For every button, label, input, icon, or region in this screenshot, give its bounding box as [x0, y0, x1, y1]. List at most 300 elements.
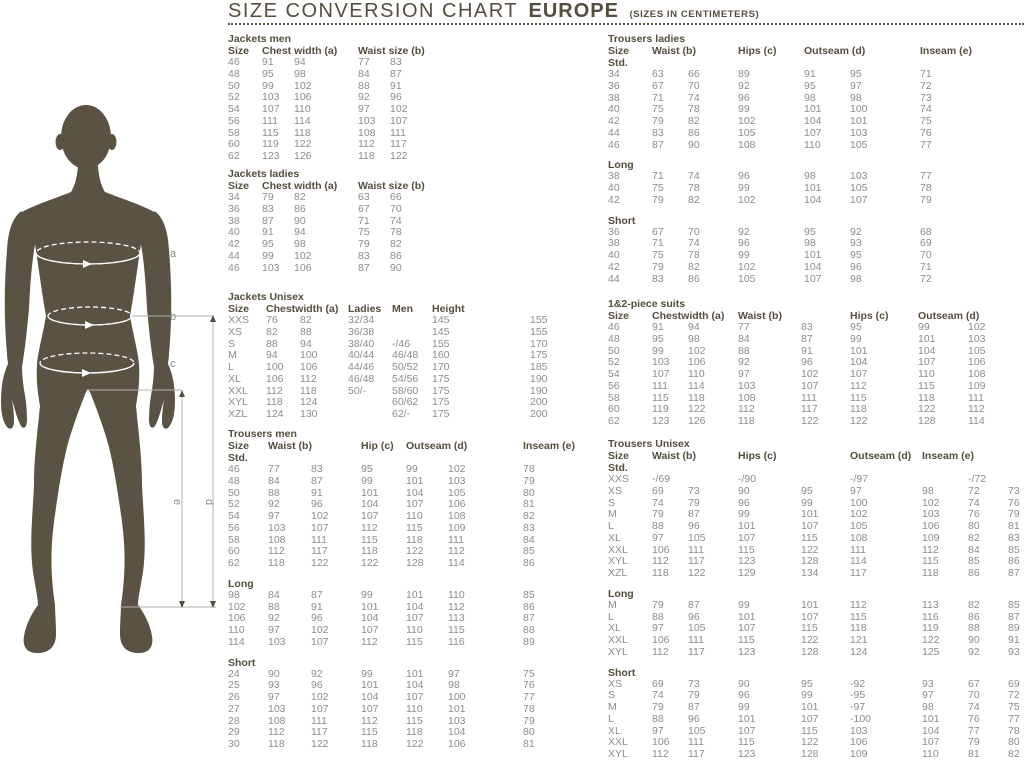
table-cell: 78	[390, 226, 402, 239]
table-cell: 46	[608, 138, 620, 151]
table-cell: 175	[432, 384, 450, 397]
table-cell: 175	[432, 372, 450, 385]
table-row	[608, 486, 1020, 498]
table-cell: 106	[228, 612, 246, 625]
table-cell: 101	[406, 474, 424, 487]
table-cell: XXL	[608, 634, 628, 646]
table-cell: 102	[294, 79, 312, 92]
table-cell: 70	[688, 225, 700, 238]
table-cell: 38	[608, 91, 620, 104]
table-row	[228, 327, 548, 339]
table-cell: 107	[311, 702, 329, 715]
table-cell: 71	[920, 68, 932, 80]
table-cell: 87	[801, 332, 813, 345]
table-cell: 107	[850, 368, 868, 380]
table-cell: 88	[523, 624, 535, 636]
table-cell: 122	[922, 634, 940, 646]
table-cell: 122	[294, 138, 312, 151]
table-cell: 83	[311, 463, 323, 475]
table-cell: 122	[918, 403, 936, 416]
table-cell: 108	[850, 531, 868, 544]
table-cell: M	[608, 598, 617, 611]
table-cell: 103	[268, 635, 286, 648]
table-cell: 123	[738, 555, 756, 568]
table-cell: 103	[850, 126, 868, 139]
table-cell: 104	[406, 600, 424, 613]
table-cell: 185	[530, 361, 548, 373]
table-cell: 74	[688, 170, 700, 183]
table-title: Trousers men	[228, 428, 297, 440]
table-cell: 102	[850, 508, 868, 521]
table-cell: 111	[311, 533, 327, 546]
table-cell: 66	[688, 68, 700, 80]
column-header: Waist (b)	[738, 310, 782, 322]
table-cell: 117	[688, 555, 705, 568]
table-cell: 122	[801, 634, 819, 646]
table-cell: 160	[432, 349, 450, 362]
table-cell: -/69	[652, 473, 671, 485]
table-cell: -97	[850, 701, 866, 713]
table-title: Trousers ladies	[608, 33, 686, 45]
table-cell: 28	[228, 714, 240, 727]
table-cell: 86	[523, 600, 535, 613]
table-cell: 92	[738, 79, 750, 92]
table-cell: 118	[294, 126, 311, 139]
table-cell	[688, 474, 738, 486]
table-cell: 98	[922, 701, 934, 713]
table-row	[608, 262, 972, 274]
table-cell: 87	[1008, 567, 1020, 579]
table-cell: 118	[300, 384, 317, 397]
table-cell: 71	[652, 91, 664, 104]
table-jackets-ladies	[228, 168, 425, 274]
table-cell: 107	[850, 193, 868, 206]
table-cell: 44/46	[348, 361, 375, 373]
page-title-region: EUROPE	[528, 0, 619, 22]
table-cell: 112	[361, 635, 378, 648]
table-cell: 108	[268, 714, 286, 727]
table-cell: 101	[801, 701, 819, 713]
table-cell: 46	[228, 56, 240, 68]
table-cell: XS	[228, 325, 243, 338]
table-cell: 103	[268, 702, 286, 715]
table-cell: 106	[294, 91, 312, 104]
table-row	[228, 637, 575, 649]
table-cell: 77	[738, 321, 750, 333]
table-cell: 88	[358, 79, 370, 92]
table-cell: 105	[850, 520, 868, 532]
table-cell: 112	[652, 645, 669, 658]
table-cell: 104	[804, 115, 822, 127]
table-cell: 97	[652, 531, 664, 544]
table-title: Jackets ladies	[228, 168, 300, 180]
table-cell: 113	[448, 612, 465, 625]
table-row	[228, 374, 548, 386]
table-cell: 91	[652, 321, 664, 333]
table-cell: 118	[406, 726, 423, 739]
table-cell: 155	[530, 314, 548, 326]
table-cell: 86	[294, 202, 306, 215]
table-cell: M	[228, 349, 237, 362]
table-cell: XYL	[608, 645, 628, 658]
table-cell: 122	[801, 543, 819, 556]
table-cell: 122	[688, 567, 706, 579]
table-cell: XL	[608, 622, 621, 635]
section-label: Std.	[608, 57, 628, 69]
table-cell: 82	[968, 531, 980, 544]
table-cell: 104	[361, 691, 379, 703]
table-cell: 84	[268, 588, 280, 601]
column-header: Ladies	[348, 303, 382, 315]
table-cell: 103	[262, 91, 280, 104]
table-cell: 110	[406, 624, 423, 636]
table-cell: 104	[361, 612, 379, 625]
table-cell: 72	[968, 484, 980, 497]
table-row	[608, 274, 972, 286]
table-row	[228, 104, 425, 116]
table-cell: XYL	[228, 396, 248, 409]
measure-label-a: a	[170, 248, 177, 260]
table-cell: 77	[968, 724, 980, 737]
table-cell: 115	[801, 622, 818, 635]
table-row	[608, 322, 986, 334]
table-cell: 107	[311, 635, 329, 648]
table-cell: 112	[448, 545, 465, 558]
table-cell: 40	[228, 226, 240, 239]
table-cell: 100	[266, 361, 284, 373]
table-cell: 118	[361, 545, 378, 558]
table-cell: 122	[801, 736, 819, 749]
table-cell: 95	[801, 677, 813, 690]
table-cell: 101	[850, 115, 868, 127]
table-cell: 114	[850, 555, 867, 568]
table-cell: 155	[432, 337, 450, 350]
table-cell: 111	[801, 391, 817, 404]
table-cell: 104	[804, 260, 822, 273]
table-cell: 79	[652, 115, 664, 127]
table-cell: 58/60	[392, 384, 419, 397]
table-cell: 36	[608, 225, 620, 238]
table-cell: 107	[406, 612, 424, 625]
table-cell: L	[228, 361, 234, 373]
table-cell: 86	[390, 249, 402, 262]
table-row	[608, 416, 986, 428]
table-cell: 81	[523, 738, 535, 750]
table-cell: 81	[968, 748, 980, 760]
table-cell: 88	[652, 520, 664, 532]
table-cell: 111	[311, 714, 327, 727]
table-row	[228, 57, 425, 69]
table-cell: 98	[294, 238, 306, 250]
table-cell: S	[228, 337, 236, 350]
table-cell: 114	[294, 114, 311, 127]
table-cell: 175	[432, 408, 450, 420]
table-cell: 99	[850, 332, 862, 345]
table-row	[228, 263, 425, 275]
table-row	[228, 464, 575, 476]
table-cell: 58	[228, 533, 240, 546]
table-cell: 103	[922, 508, 940, 521]
table-cell: 97	[358, 103, 370, 115]
table-cell: 103	[448, 714, 466, 727]
table-cell: 90	[688, 138, 700, 151]
table-cell: 102	[311, 691, 329, 703]
table-cell: 105	[738, 272, 756, 285]
table-cell: 92	[268, 498, 280, 511]
table-cell: 82	[523, 510, 535, 522]
table-cell: 109	[922, 531, 940, 544]
table-cell: 97	[652, 622, 664, 635]
table-row	[228, 739, 575, 751]
table-cell: 83	[1008, 531, 1020, 544]
table-cell: 76	[968, 712, 980, 725]
table-cell: 90	[390, 261, 402, 274]
table-cell: 76	[523, 679, 535, 692]
table-cell: 91	[801, 344, 813, 357]
table-cell: XL	[228, 372, 241, 385]
table-cell: 114	[968, 415, 985, 427]
table-cell: 115	[361, 726, 378, 739]
table-cell: 62	[228, 150, 240, 162]
table-row	[228, 692, 575, 704]
table-cell: 78	[688, 182, 700, 194]
table-row	[608, 334, 986, 346]
table-cell: 63	[652, 68, 664, 80]
table-cell: 85	[523, 545, 535, 558]
table-cell: 82	[294, 191, 306, 203]
section-label: Long	[608, 159, 634, 172]
table-cell: 112	[850, 379, 867, 392]
table-cell: 86	[523, 557, 535, 569]
table-cell: 123	[738, 645, 756, 658]
table-cell: 77	[920, 138, 932, 151]
table-cell: 79	[652, 260, 664, 273]
table-trousers-men	[228, 428, 575, 751]
table-cell: 87	[311, 588, 323, 601]
table-trousers-ladies	[608, 33, 972, 285]
column-header: Size	[608, 45, 630, 57]
table-cell: 42	[228, 238, 240, 250]
table-cell: 70	[968, 689, 980, 702]
table-cell: 88	[266, 337, 278, 350]
table-cell: 29	[228, 726, 240, 739]
table-cell: 104	[918, 344, 936, 357]
table-row	[228, 590, 575, 602]
table-cell: 99	[361, 588, 373, 601]
table-cell: 175	[432, 396, 450, 409]
table-cell: 88	[268, 600, 280, 613]
table-cell: 82	[968, 598, 980, 611]
table-cell: 145	[432, 325, 450, 338]
table-cell: 105	[688, 622, 706, 635]
table-cell: 105	[688, 531, 706, 544]
table-cell: 67	[652, 79, 664, 92]
table-cell: 104	[804, 193, 822, 206]
table-cell: 126	[294, 150, 312, 162]
table-cell: 87	[688, 701, 700, 713]
table-cell: 95	[850, 68, 862, 80]
table-cell: 103	[358, 114, 376, 127]
table-cell: 106	[968, 356, 986, 369]
table-cell: 117	[801, 403, 818, 416]
table-cell: 99	[738, 103, 750, 116]
table-cell: 50	[228, 79, 240, 92]
table-cell: 121	[850, 634, 868, 646]
table-cell: 106	[300, 361, 318, 373]
table-cell: 115	[738, 543, 755, 556]
table-cell: 115	[361, 533, 378, 546]
table-cell: 99	[262, 249, 274, 262]
table-cell: 90	[968, 634, 980, 646]
column-header: Size	[608, 310, 630, 322]
table-cell: 105	[738, 126, 756, 139]
table-cell: 72	[920, 272, 932, 285]
table-cell: 103	[448, 474, 466, 487]
table-cell: 107	[361, 510, 379, 522]
table-cell: 104	[361, 498, 379, 511]
table-cell: 86	[968, 610, 980, 623]
table-cell: 115	[922, 555, 939, 568]
table-cell: 62/-	[392, 408, 411, 420]
table-cell: 113	[922, 598, 939, 611]
table-cell: 91	[262, 226, 274, 239]
table-cell: 30	[228, 738, 240, 750]
section-label: Long	[608, 587, 634, 600]
table-cell: 76	[266, 314, 278, 326]
table-cell: 104	[448, 726, 466, 739]
column-header: Inseam (e)	[523, 440, 575, 452]
table-cell: 77	[920, 170, 932, 183]
table-cell: 96	[688, 712, 700, 725]
table-cell: 117	[688, 645, 705, 658]
table-cell: 118	[688, 391, 705, 404]
table-cell: 86	[968, 567, 980, 579]
table-cell: 89	[1008, 622, 1020, 635]
table-cell: 79	[1008, 508, 1020, 521]
table-cell: 111	[448, 533, 464, 546]
table-cell: 99	[361, 474, 373, 487]
table-cell: 112	[652, 748, 669, 760]
table-cell: 87	[1008, 610, 1020, 623]
table-cell: 107	[652, 368, 670, 380]
table-cell: 79	[652, 701, 664, 713]
table-row	[608, 381, 986, 393]
table-cell: 79	[358, 238, 370, 250]
table-cell: 99	[738, 598, 750, 611]
column-header: Outseam (d)	[850, 450, 912, 462]
table-cell: 128	[801, 748, 819, 760]
table-cell: 118	[738, 415, 755, 427]
table-cell: 86	[688, 272, 700, 285]
table-cell: 79	[688, 496, 700, 509]
table-cell: 105	[850, 182, 868, 194]
table-row	[608, 69, 972, 81]
table-cell: 86	[688, 126, 700, 139]
table-cell: 86	[1008, 555, 1020, 568]
table-cell: 99	[406, 463, 418, 475]
table-cell: 75	[652, 249, 664, 261]
table-cell: 27	[228, 702, 240, 715]
section-label: Std.	[228, 452, 248, 464]
column-header: Waist (b)	[652, 450, 696, 462]
table-cell: 122	[801, 415, 819, 427]
table-cell: 97	[850, 484, 862, 497]
table-cell: 87	[390, 67, 402, 80]
table-cell: 32/34	[348, 314, 375, 326]
table-cell: 82	[266, 325, 278, 338]
table-cell: 99	[738, 249, 750, 261]
table-cell: 42	[608, 115, 620, 127]
table-row	[608, 369, 986, 381]
table-cell: 98	[688, 332, 700, 345]
table-row	[608, 128, 972, 140]
table-cell: 96	[311, 498, 323, 511]
table-cell: 52	[228, 498, 240, 511]
table-cell: 87	[311, 474, 323, 487]
column-header: Hips (c)	[738, 45, 777, 57]
table-cell: 38	[228, 214, 240, 227]
table-cell: 123	[738, 748, 756, 760]
table-cell: 96	[738, 91, 750, 104]
table-cell: 98	[850, 91, 862, 104]
table-cell: 78	[523, 702, 535, 715]
table-cell: 118	[922, 567, 939, 579]
column-header: Inseam (e)	[920, 45, 972, 57]
table-cell: -/72	[968, 473, 987, 485]
table-cell: 48	[228, 474, 240, 487]
column-header: Size	[228, 303, 250, 315]
table-title: Jackets Unisex	[228, 291, 304, 303]
table-cell: 46	[228, 261, 240, 274]
table-cell: 96	[801, 356, 813, 369]
column-header: Outseam (d)	[406, 440, 468, 452]
table-cell: 87	[688, 598, 700, 611]
table-cell: 129	[738, 567, 756, 579]
table-cell: 122	[311, 738, 329, 750]
table-cell: 111	[968, 391, 984, 404]
table-cell: 101	[801, 508, 819, 521]
table-cell: 79	[523, 474, 535, 487]
table-cell: 88	[652, 712, 664, 725]
table-cell: 44	[608, 126, 620, 139]
table-cell: 95	[804, 225, 816, 238]
table-cell: 107	[406, 498, 424, 511]
table-cell: 190	[530, 384, 548, 397]
table-cell: 123	[652, 415, 670, 427]
table-cell: 102	[801, 368, 819, 380]
table-cell: 97	[652, 724, 664, 737]
table-cell: 119	[262, 138, 279, 151]
table-cell: 76	[920, 126, 932, 139]
table-cell: -100	[850, 712, 872, 725]
table-cell: 99	[361, 667, 373, 680]
table-cell: 107	[361, 624, 379, 636]
table-cell: 101	[922, 712, 940, 725]
table-cell: 95	[652, 332, 664, 345]
table-cell: 111	[850, 543, 866, 556]
table-cell: 118	[850, 403, 867, 416]
table-cell: 84	[968, 543, 980, 556]
column-header: Chestwidth (a)	[266, 303, 339, 315]
table-cell: 104	[922, 724, 940, 737]
table-cell: 97	[850, 79, 862, 92]
table-cell: 112	[850, 598, 867, 611]
table-cell: 115	[406, 635, 423, 648]
table-cell: 110	[922, 748, 939, 760]
table-row	[608, 474, 1020, 486]
table-cell: 115	[448, 624, 465, 636]
table-cell: 69	[652, 484, 664, 497]
